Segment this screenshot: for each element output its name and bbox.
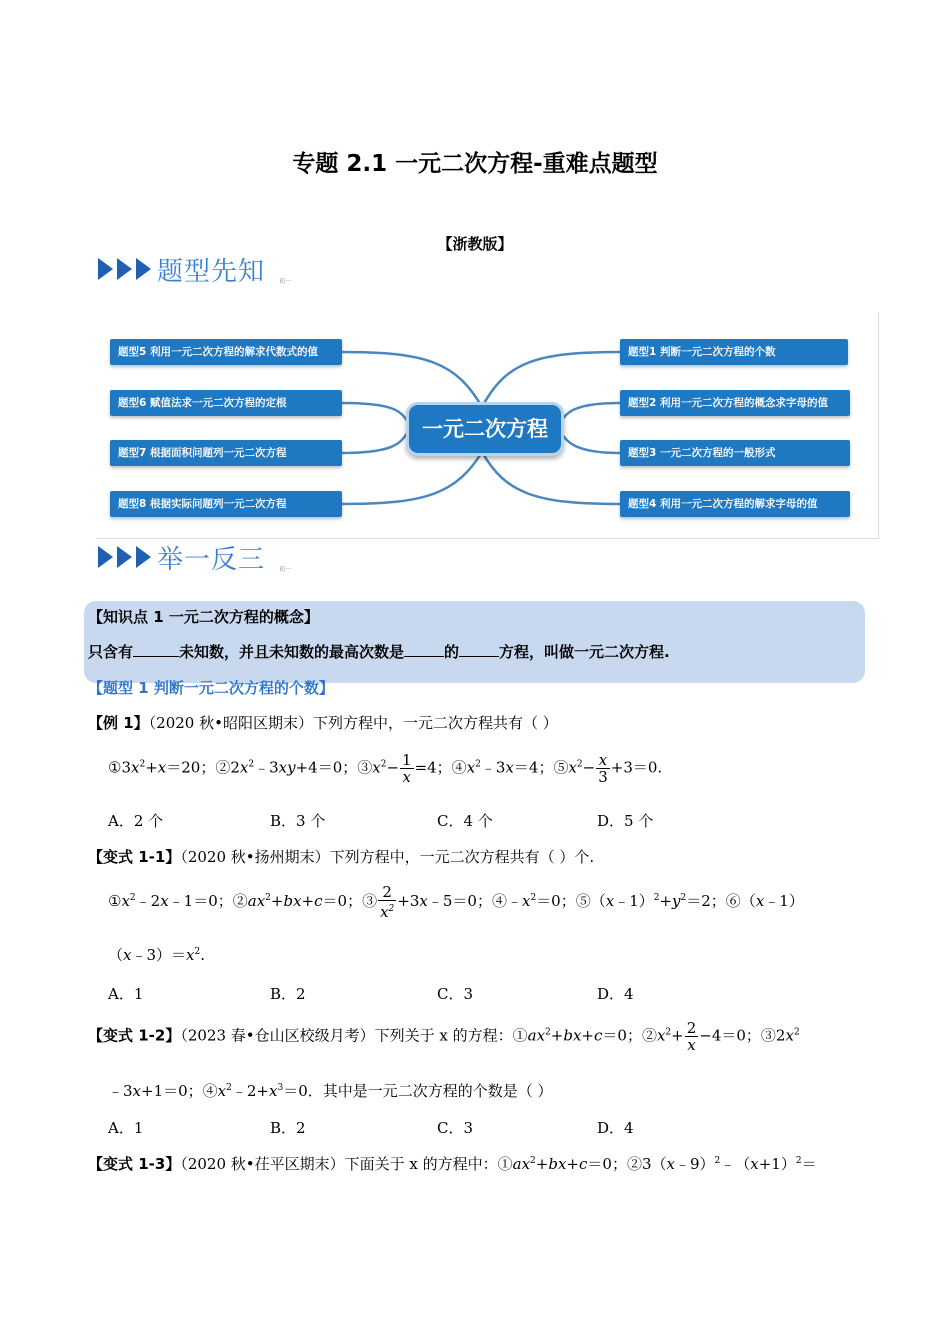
triangle-icon [98, 258, 113, 280]
page-title: 专题 2.1 一元二次方程-重难点题型 [292, 151, 658, 177]
variant-1-1-option-d: D．4 [597, 985, 634, 1003]
blank [133, 644, 179, 657]
section-note: 初一 [279, 565, 292, 573]
triangle-icon [117, 546, 132, 568]
edition-label: 【浙教版】 [437, 235, 513, 253]
triangle-icon [98, 546, 113, 568]
mm-topic-6: 题型6 赋值法求一元二次方程的定根 [110, 390, 342, 416]
connector-left-3 [342, 432, 408, 453]
mm-center-node: 一元二次方程 [406, 402, 564, 456]
connector-right-3 [561, 432, 620, 453]
variant-1-2-option-c: C．3 [437, 1119, 474, 1137]
connector-right-2 [561, 403, 620, 422]
section-header-practice [98, 540, 291, 574]
variant-1-2-stem-cont: ﹣3x+1＝0；$④x^2﹣2+x^3=0$．其中是一元二次方程的个数是（ ） [108, 1082, 553, 1100]
section-note: 初一 [279, 277, 292, 285]
example-1-option-d: D．5 个 [597, 812, 654, 830]
variant-1-2-option-d: D．4 [597, 1119, 634, 1137]
example-1-option-c: C．4 个 [437, 812, 493, 830]
connector-left-2 [342, 403, 408, 422]
blank [459, 644, 499, 657]
variant-1-1-stem: 【变式 1-1】（2020 秋•扬州期末）下列方程中，一元二次方程共有（ ）个. [88, 848, 595, 866]
mm-topic-1: 题型1 判断一元二次方程的个数 [620, 339, 848, 365]
example-1-option-a: A．2 个 [108, 812, 164, 830]
mm-topic-3: 题型3 一元二次方程的一般形式 [620, 440, 850, 466]
variant-1-3-stem: 【变式 1-3】（2020 秋•茌平区期末）下面关于 x 的方程中：$①ax^2+bx+c=0$；$②3(x﹣9)^2﹣(x+1)^2=$ [88, 1155, 817, 1173]
knowledge-heading: 【知识点 1 一元二次方程的概念】 [88, 608, 319, 626]
connector-right-1 [482, 352, 620, 407]
variant-1-2-option-a: A．1 [108, 1119, 144, 1137]
example-1-equations: $①3x^2+x=20$；$②2x^2﹣3xy+4=0$；$③x^2-$ $\frac{1}{x}$ =4；$④x^2﹣3x=4$；$⑤x^2-$ $\frac{x}{3}$ +3＝0. [108, 751, 663, 786]
mm-topic-2: 题型2 利用一元二次方程的概念求字母的值 [620, 390, 850, 416]
variant-1-1-option-c: C．3 [437, 985, 474, 1003]
variant-1-2-stem: 【变式 1-2】（2023 春•仓山区校级月考）下列关于 x 的方程：$①ax^2+bx+c=0$；$②x^2+$ $\frac{2}{x}$ −4＝0；$③2x^2$ [88, 1019, 800, 1054]
variant-1-1-equations: $①x^2﹣2x﹣1=0$；$②ax^2+bx+c=0$；③ $\frac{2}{x^2}$ +3x﹣5＝0；$④﹣x^2=0$；$⑤(x﹣1)^2+y^2=2$；⑥（x﹣1） [108, 883, 804, 921]
type1-heading: 【题型 1 判断一元二次方程的个数】 [88, 679, 334, 697]
variant-1-1-option-a: A．1 [108, 985, 144, 1003]
mm-topic-4: 题型4 利用一元二次方程的解求字母的值 [620, 491, 850, 517]
variant-1-1-option-b: B．2 [270, 985, 306, 1003]
section-title: 题型先知 [157, 256, 266, 287]
triangle-icon [117, 258, 132, 280]
variant-1-1-equations-cont: $(x﹣3)=x^2$. [108, 946, 206, 964]
example-1-stem: 【例 1】（2020 秋•昭阳区期末）下列方程中，一元二次方程共有（ ） [88, 714, 558, 732]
mm-topic-8: 题型8 根据实际问题列一元二次方程 [110, 491, 342, 517]
example-1-option-b: B．3 个 [270, 812, 326, 830]
mm-topic-7: 题型7 根据面积问题列一元二次方程 [110, 440, 342, 466]
blank [404, 644, 444, 657]
connector-right-4 [482, 452, 620, 504]
variant-1-2-option-b: B．2 [270, 1119, 306, 1137]
triangle-icon [136, 258, 151, 280]
knowledge-definition: 只含有 未知数，并且未知数的最高次数是 的 方程，叫做一元二次方程. [88, 643, 670, 661]
triangle-icon [136, 546, 151, 568]
mind-map [96, 312, 879, 539]
section-title: 举一反三 [157, 544, 266, 575]
mm-topic-5: 题型5 利用一元二次方程的解求代数式的值 [110, 339, 342, 365]
connector-left-1 [342, 352, 482, 407]
connector-left-4 [342, 452, 482, 504]
section-header-preview [98, 252, 291, 286]
